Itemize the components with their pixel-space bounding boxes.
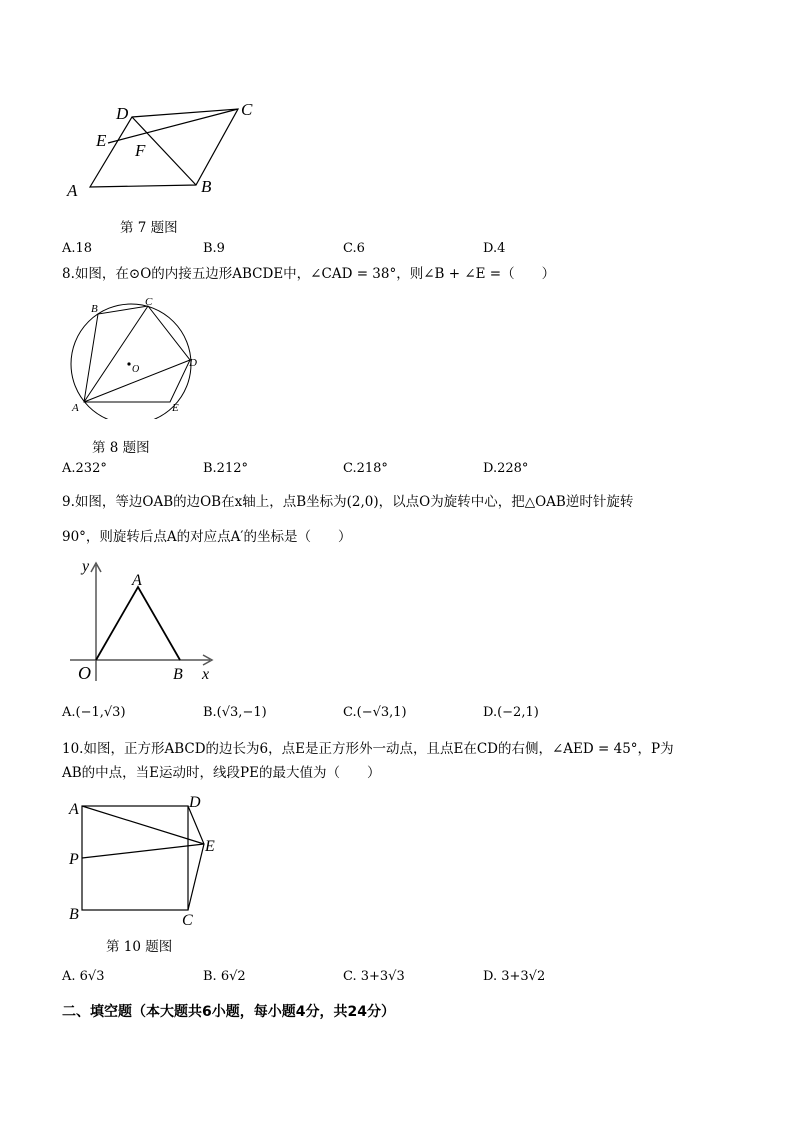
q8-figure xyxy=(62,294,212,419)
section-heading: 二、填空题（本大题共6小题，每小题4分，共24分） xyxy=(62,1004,395,1020)
q7-option-c[interactable]: C.6 xyxy=(343,241,365,256)
q10-label-P: P xyxy=(69,851,79,868)
q8-label-C: C xyxy=(145,296,153,308)
q10-option-d[interactable]: D. 3+3√2 xyxy=(483,969,546,984)
q9-label-B: B xyxy=(173,666,183,683)
q9-label-O: O xyxy=(78,663,91,683)
q9-option-c[interactable]: C.(−√3,1) xyxy=(343,705,407,720)
q10-option-a[interactable]: A. 6√3 xyxy=(62,969,105,984)
q10-stem-line2: AB的中点，当E运动时，线段PE的最大值为（ ） xyxy=(62,765,381,781)
q8-label-O: O xyxy=(132,364,140,375)
q8-pentagon xyxy=(84,306,190,402)
q7-label-E: E xyxy=(96,131,107,150)
q8-label-B: B xyxy=(91,303,98,315)
q10-line-ae xyxy=(82,806,204,844)
q7-label-D: D xyxy=(116,104,129,123)
q7-figure-caption: 第 7 题图 xyxy=(120,220,178,236)
q7-option-b[interactable]: B.9 xyxy=(203,241,225,256)
q7-option-a[interactable]: A.18 xyxy=(62,241,93,256)
q9-option-d[interactable]: D.(−2,1) xyxy=(483,705,539,720)
q8-label-D: D xyxy=(189,357,197,369)
q8-figure-caption: 第 8 题图 xyxy=(92,440,150,456)
q9-stem-line1: 9.如图，等边OAB的边OB在x轴上，点B坐标为(2,0)，以点O为旋转中心，把△OAB逆时针旋转 xyxy=(62,494,634,510)
q9-label-y: y xyxy=(82,558,90,575)
q10-stem-line1: 10.如图，正方形ABCD的边长为6，点E是正方形外一动点，且点E在CD的右侧，∠AED = 45°，P为 xyxy=(62,741,674,757)
q10-label-A: A xyxy=(69,801,79,818)
q10-lines-de-ec xyxy=(188,806,204,910)
q9-label-x: x xyxy=(202,666,210,683)
q10-figure-caption: 第 10 题图 xyxy=(106,939,173,955)
q9-stem-line2: 90°，则旋转后点A的对应点A′的坐标是（ ） xyxy=(62,529,352,545)
q10-label-E: E xyxy=(205,838,215,855)
q8-option-a[interactable]: A.232° xyxy=(62,461,107,476)
q10-label-C: C xyxy=(182,912,193,929)
q10-line-pe xyxy=(82,844,204,858)
q9-option-b[interactable]: B.(√3,−1) xyxy=(203,705,267,720)
q10-label-D: D xyxy=(189,794,201,811)
q10-option-b[interactable]: B. 6√2 xyxy=(203,969,246,984)
q7-option-d[interactable]: D.4 xyxy=(483,241,506,256)
q8-label-A: A xyxy=(72,402,79,414)
q8-center-dot xyxy=(127,362,130,365)
q7-figure xyxy=(60,95,280,205)
q7-parallelogram xyxy=(90,109,238,187)
q8-line-ac xyxy=(84,306,148,402)
q7-label-A: A xyxy=(67,181,78,200)
q8-option-c[interactable]: C.218° xyxy=(343,461,388,476)
q9-option-a[interactable]: A.(−1,√3) xyxy=(62,705,126,720)
q10-label-B: B xyxy=(69,906,79,923)
q8-label-E: E xyxy=(172,402,179,414)
q10-figure xyxy=(62,790,232,930)
q7-label-B: B xyxy=(201,177,212,196)
q9-triangle xyxy=(96,587,180,660)
q10-square xyxy=(82,806,188,910)
q8-stem: 8.如图，在⊙O的内接五边形ABCDE中，∠CAD = 38°，则∠B + ∠E =（ ） xyxy=(62,266,556,282)
q8-option-b[interactable]: B.212° xyxy=(203,461,248,476)
q9-figure xyxy=(62,555,232,685)
q7-label-F: F xyxy=(135,141,146,160)
q8-option-d[interactable]: D.228° xyxy=(483,461,529,476)
q9-label-A: A xyxy=(132,572,142,589)
q10-option-c[interactable]: C. 3+3√3 xyxy=(343,969,405,984)
q7-label-C: C xyxy=(241,100,253,119)
